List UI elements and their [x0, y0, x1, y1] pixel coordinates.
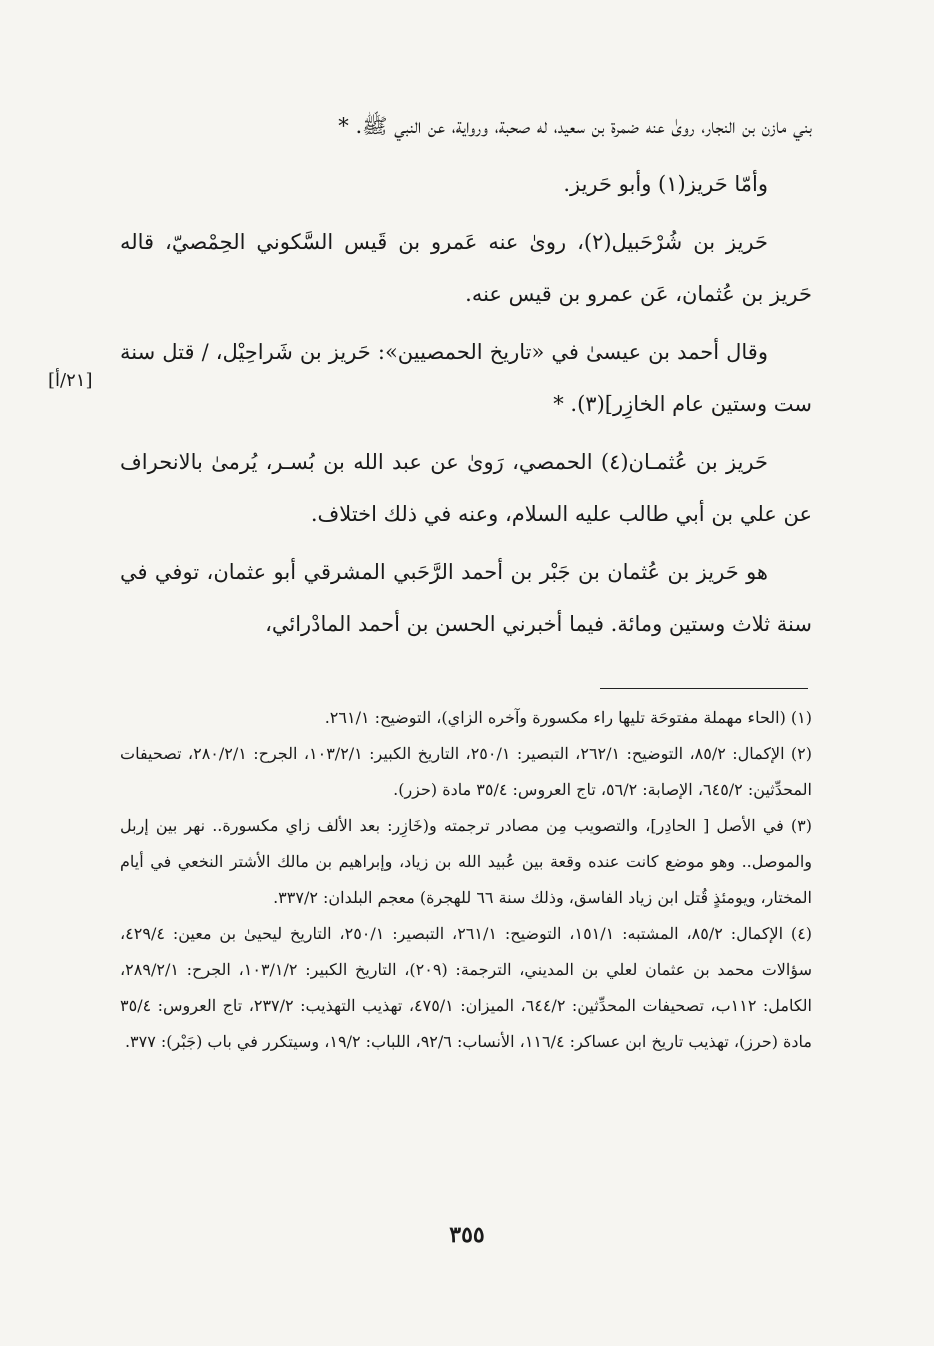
main-text	[120, 100, 812, 656]
footnote-4: (٤) الإكمال: ٨٥/٢، المشتبه: ١٥١/١، التوضيح: ٢٦١/١، التبصير: ٢٥٠/١، التاريخ ليحيىٰ بن معين: ٤٢٩/٤، سؤالات محمد بن عثمان لعلي بن المديني، الترجمة: (٢٠٩)، التاريخ الكبير: ١٠٣/١/٢، الجرح: ٢٨٩/٢/١، الكامل: ١١٢ب، تصحيفات المحدِّثين: ٦٤٤/٢، الميزان: ٤٧٥/١، تهذيب التهذيب: ٢٣٧/٢، تاج العروس: ٣٥/٤ مادة (حرز)، تهذيب تاريخ ابن عساكر: ١١٦/٤، الأنساب: ٩٢/٦، اللباب: ١٩/٢، وسيتكرر في باب (جَبْر): ٣٧٧.	[120, 924, 813, 1051]
footnote-3: (٣) في الأصل [ الحادِر]، والتصويب مِن مصادر ترجمته و(خَازِر: بعد الألف زاي مكسورة.. نهر بين إربل والموصل.. وهو موضع كانت عنده وقعة بين عُبيد الله بن زياد، وإبراهيم بن مالك الأشتر النخعي في أيام المختار، ويومئذٍ قُتل ابن زياد الفاسق، وذلك سنة ٦٦ للهجرة) معجم البلدان: ٣٣٧/٢.	[120, 816, 813, 907]
paragraph-4: وقال أحمد بن عيسىٰ في «تاريخ الحمصيين»: حَريز بن شَراحِيْل، / قتل سنة ست وستين عام الخازِر](٣). *	[120, 340, 812, 416]
footnote-1: (١) (الحاء مهملة مفتوحَة تليها راء مكسورة وآخره الزاي)، التوضيح: ٢٦١/١.	[324, 708, 812, 727]
paragraph-1: بني مازن بن النجار، روىٰ عنه ضمرة بن سعيد، له صحبة، ورواية، عن النبي ﷺ. *	[338, 114, 812, 138]
paragraph-5: حَريز بن عُثمـان(٤) الحمصي، رَوىٰ عن عبد الله بن بُسـر، يُرمىٰ بالانحراف عن علي بن أبي طالب عليه السلام، وعنه في ذلك اختلاف.	[120, 450, 812, 526]
manuscript-folio-marker: [٢١/أ]	[48, 370, 93, 391]
paragraph-2: وأمّا حَريز(١) وأبو حَريز.	[563, 172, 768, 196]
page-number: ٣٥٥	[449, 1222, 485, 1248]
paragraph-6: هو حَريز بن عُثمان بن جَبْر بن أحمد الرَّحَبي المشرقي أبو عثمان، توفي في سنة ثلاث وستين ومائة. فيما أخبرني الحسن بن أحمد المادْرائي،	[120, 560, 812, 636]
footnote-2: (٢) الإكمال: ٨٥/٢، التوضيح: ٢٦٢/١، التبصير: ٢٥٠/١، التاريخ الكبير: ١٠٣/٢/١، الجرح: ٢٨٠/٢/١، تصحيفات المحدِّثين: ٦٤٥/٢، الإصابة: ٥٦/٢، تاج العروس: ٣٥/٤ مادة (حزر).	[120, 744, 813, 799]
footnotes	[120, 700, 812, 1060]
paragraph-3: حَريز بن شُرْحَبيل(٢)، روىٰ عنه عَمرو بن قَيس السَّكوني الحِمْصيّ، قاله حَريز بن عُثمان، عَن عمرو بن قيس عنه.	[120, 230, 812, 306]
footnote-separator	[600, 688, 808, 689]
